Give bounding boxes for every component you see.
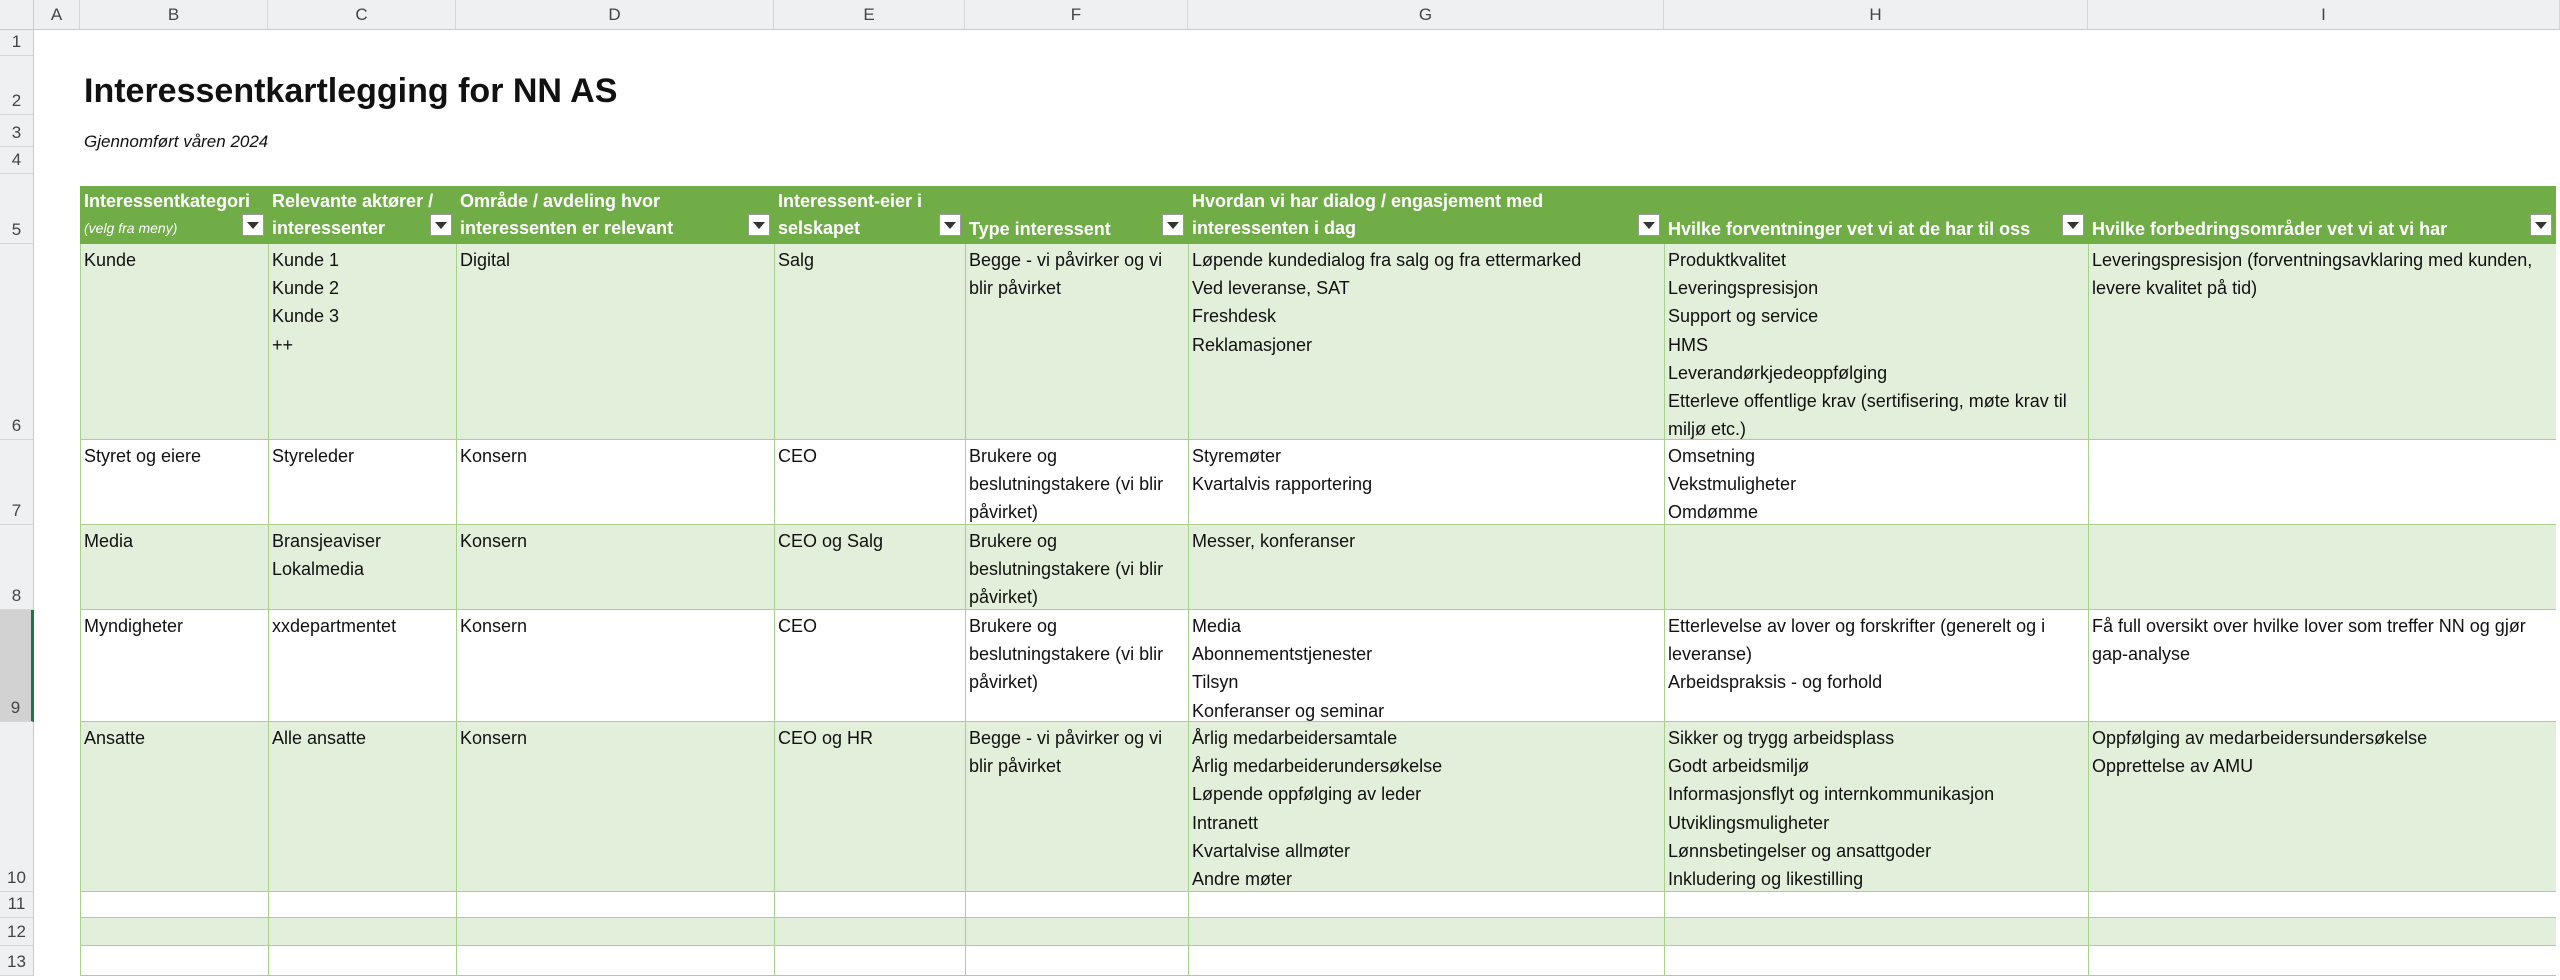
table-cell-f[interactable] bbox=[965, 440, 1188, 527]
table-cell-h[interactable] bbox=[1664, 610, 2088, 697]
sheet-title: Interessentkartlegging for NN AS bbox=[84, 72, 618, 110]
cell-line: Løpende kundedialog fra salg og fra ettermarked bbox=[1192, 250, 1582, 270]
cell-line: Leveringspresisjon bbox=[1668, 278, 1819, 299]
cell-text: Begge - vi påvirker og vi blir påvirket bbox=[969, 250, 1163, 299]
cell-line: Kunde 2 bbox=[272, 278, 340, 299]
cell-text: Konsern bbox=[460, 728, 528, 748]
cell-line: Leverandørkjedeoppfølging bbox=[1668, 362, 1888, 383]
cell-line: Etterlevelse av lover og forskrifter (generelt og i leveranse) bbox=[1668, 616, 2046, 665]
row-header-7[interactable]: 7 bbox=[0, 440, 34, 525]
cell-text: Brukere og beslutningstakere (vi blir påvirket) bbox=[969, 616, 1164, 693]
cell-line: Ved leveranse, SAT bbox=[1192, 278, 1350, 299]
sheet-subtitle: Gjennomført våren 2024 bbox=[84, 132, 269, 151]
filter-dropdown-icon[interactable] bbox=[939, 214, 961, 236]
table-cell-c[interactable] bbox=[268, 244, 456, 359]
column-header-f[interactable]: F bbox=[965, 0, 1188, 30]
row-header-13[interactable]: 13 bbox=[0, 946, 34, 976]
header-dialog: Hvordan vi har dialog / engasjement med interessenten i dag bbox=[1192, 191, 1544, 238]
table-cell-e[interactable] bbox=[774, 525, 965, 555]
filter-dropdown-icon[interactable] bbox=[748, 214, 770, 236]
cell-line: Freshdesk bbox=[1192, 306, 1277, 327]
header-interessentkategori: Interessentkategori (velg fra meny) bbox=[80, 186, 270, 244]
table-cell-d[interactable] bbox=[456, 525, 774, 555]
row-header-6[interactable]: 6 bbox=[0, 244, 34, 440]
column-header-g[interactable]: G bbox=[1188, 0, 1664, 30]
row-header-11[interactable]: 11 bbox=[0, 892, 34, 918]
cell-text: Konsern bbox=[460, 616, 528, 636]
cell-line: Styremøter bbox=[1192, 446, 1282, 466]
header-forbedringsomrader: Hvilke forbedringsområder vet vi at vi har bbox=[2092, 219, 2448, 239]
cell-text: Media bbox=[84, 531, 134, 551]
cell-line: xxdepartmentet bbox=[272, 616, 397, 636]
cell-text: Kunde bbox=[84, 250, 137, 270]
row-header-8[interactable]: 8 bbox=[0, 525, 34, 610]
row-header-3[interactable]: 3 bbox=[0, 115, 34, 147]
cell-line: Løpende oppfølging av leder bbox=[1192, 784, 1422, 805]
table-cell-b[interactable] bbox=[80, 610, 268, 640]
table-cell-e[interactable] bbox=[774, 722, 965, 752]
cell-text: CEO og HR bbox=[778, 728, 874, 748]
cell-line: Kunde 1 bbox=[272, 250, 340, 270]
cell-text: CEO bbox=[778, 446, 818, 466]
table-cell-d[interactable] bbox=[456, 244, 774, 274]
header-eier: Interessent-eier i selskapet bbox=[778, 191, 923, 238]
cell-line: Abonnementstjenester bbox=[1192, 644, 1373, 665]
cell-line: Årlig medarbeidersamtale bbox=[1192, 728, 1398, 748]
table-cell-c[interactable] bbox=[268, 722, 456, 752]
table-cell-c[interactable] bbox=[268, 440, 456, 470]
cell-line: Support og service bbox=[1668, 306, 1819, 327]
table-cell-d[interactable] bbox=[456, 610, 774, 640]
cell-line: Kvartalvis rapportering bbox=[1192, 474, 1373, 495]
table-cell-d[interactable] bbox=[456, 440, 774, 470]
table-cell-f[interactable] bbox=[965, 722, 1188, 780]
table-cell-b[interactable] bbox=[80, 722, 268, 752]
row-header-5[interactable]: 5 bbox=[0, 174, 34, 244]
table-cell-f[interactable] bbox=[965, 610, 1188, 697]
cell-text: CEO og Salg bbox=[778, 531, 884, 551]
table-cell-i[interactable] bbox=[2088, 244, 2560, 302]
table-cell-f[interactable] bbox=[965, 244, 1188, 302]
header-type: Type interessent bbox=[969, 219, 1111, 239]
cell-line: HMS bbox=[1668, 334, 1708, 355]
table-cell-i[interactable] bbox=[2088, 610, 2560, 668]
header-hint: (velg fra meny) bbox=[84, 220, 178, 236]
column-header-c[interactable]: C bbox=[268, 0, 456, 30]
cell-text: Konsern bbox=[460, 446, 528, 466]
column-header-b[interactable]: B bbox=[80, 0, 268, 30]
table-cell-g[interactable] bbox=[1188, 440, 1664, 498]
cell-text: CEO bbox=[778, 616, 818, 636]
cell-line: Kvartalvise allmøter bbox=[1192, 840, 1351, 861]
cell-line: ++ bbox=[272, 334, 294, 355]
table-cell-c[interactable] bbox=[268, 525, 456, 583]
cell-text: Brukere og beslutningstakere (vi blir påvirket) bbox=[969, 446, 1164, 523]
cell-text: Styret og eiere bbox=[84, 446, 202, 466]
filter-dropdown-icon[interactable] bbox=[430, 214, 452, 236]
header-aktorer: Relevante aktører / interessenter bbox=[272, 191, 434, 238]
row-header-2[interactable]: 2 bbox=[0, 56, 34, 115]
cell-line: Reklamasjoner bbox=[1192, 334, 1313, 355]
table-cell-i[interactable] bbox=[2088, 525, 2560, 527]
cell-line: Etterleve offentlige krav (sertifisering, møte krav til miljø etc.) bbox=[1668, 391, 2067, 440]
cell-text: Digital bbox=[460, 250, 511, 270]
table-cell-i[interactable] bbox=[2088, 440, 2560, 442]
column-header-d[interactable]: D bbox=[456, 0, 774, 30]
cell-line: Arbeidspraksis - og forhold bbox=[1668, 672, 1883, 693]
row-header-10[interactable]: 10 bbox=[0, 722, 34, 892]
cell-line: Omsetning bbox=[1668, 446, 1756, 466]
row-header-4[interactable]: 4 bbox=[0, 147, 34, 174]
cell-line: Få full oversikt over hvilke lover som treffer NN og gjør gap-analyse bbox=[2092, 616, 2526, 665]
table-cell-e[interactable] bbox=[774, 610, 965, 640]
table-cell-g[interactable] bbox=[1188, 610, 1664, 725]
table-cell-e[interactable] bbox=[774, 244, 965, 274]
cell-line: Kunde 3 bbox=[272, 306, 340, 327]
cell-line: Alle ansatte bbox=[272, 728, 367, 748]
table-cell-e[interactable] bbox=[774, 440, 965, 470]
column-header-h[interactable]: H bbox=[1664, 0, 2088, 30]
cell-line: Omdømme bbox=[1668, 502, 1758, 523]
select-all-corner[interactable] bbox=[0, 0, 34, 30]
table-cell-h[interactable] bbox=[1664, 440, 2088, 527]
cell-line: Inkludering og likestilling bbox=[1668, 869, 1864, 890]
cell-text: Begge - vi påvirker og vi blir påvirket bbox=[969, 728, 1163, 777]
cell-line: Oppfølging av medarbeidersundersøkelse bbox=[2092, 728, 2428, 748]
cell-line: Årlig medarbeiderundersøkelse bbox=[1192, 756, 1443, 777]
table-cell-b[interactable] bbox=[80, 525, 268, 555]
table-row-band bbox=[80, 892, 2556, 918]
filter-dropdown-icon[interactable] bbox=[2062, 214, 2084, 236]
cell-text: Konsern bbox=[460, 531, 528, 551]
column-header-i[interactable]: I bbox=[2088, 0, 2560, 30]
cell-line: Leveringspresisjon (forventningsavklaring med kunden, levere kvalitet på tid) bbox=[2092, 250, 2533, 299]
cell-line: Sikker og trygg arbeidsplass bbox=[1668, 728, 1895, 748]
cell-line: Produktkvalitet bbox=[1668, 250, 1787, 270]
table-cell-d[interactable] bbox=[456, 722, 774, 752]
table-cell-f[interactable] bbox=[965, 525, 1188, 612]
cell-line: Intranett bbox=[1192, 812, 1259, 833]
cell-line: Bransjeaviser bbox=[272, 531, 382, 551]
table-cell-h[interactable] bbox=[1664, 525, 2088, 527]
header-omrade: Område / avdeling hvor interessenten er relevant bbox=[460, 191, 674, 238]
row-header-12[interactable]: 12 bbox=[0, 918, 34, 946]
cell-line: Vekstmuligheter bbox=[1668, 474, 1797, 495]
cell-line: Media bbox=[1192, 616, 1242, 636]
table-cell-h[interactable] bbox=[1664, 244, 2088, 443]
table-cell-b[interactable] bbox=[80, 440, 268, 470]
cell-line: Informasjonsflyt og internkommunikasjon bbox=[1668, 784, 1995, 805]
filter-dropdown-icon[interactable] bbox=[2530, 214, 2552, 236]
cell-text: Brukere og beslutningstakere (vi blir påvirket) bbox=[969, 531, 1164, 608]
filter-dropdown-icon[interactable] bbox=[1638, 214, 1660, 236]
cell-line: Godt arbeidsmiljø bbox=[1668, 756, 1810, 777]
cell-text: Myndigheter bbox=[84, 616, 184, 636]
cell-line: Lokalmedia bbox=[272, 559, 365, 580]
table-row-band bbox=[80, 918, 2556, 946]
cell-line: Styreleder bbox=[272, 446, 355, 466]
table-cell-c[interactable] bbox=[268, 610, 456, 640]
cell-line: Tilsyn bbox=[1192, 672, 1239, 693]
cell-line: Utviklingsmuligheter bbox=[1668, 812, 1830, 833]
cell-line: Lønnsbetingelser og ansattgoder bbox=[1668, 840, 1932, 861]
table-cell-b[interactable] bbox=[80, 244, 268, 274]
cell-text: Salg bbox=[778, 250, 815, 270]
cell-line: Messer, konferanser bbox=[1192, 531, 1356, 551]
table-row-band bbox=[80, 946, 2556, 976]
row-header-1[interactable]: 1 bbox=[0, 30, 34, 56]
filter-dropdown-icon[interactable] bbox=[242, 214, 264, 236]
header-forventninger: Hvilke forventninger vet vi at de har til oss bbox=[1668, 219, 2031, 239]
cell-line: Andre møter bbox=[1192, 869, 1293, 890]
table-cell-g[interactable] bbox=[1188, 722, 1664, 893]
table-cell-g[interactable] bbox=[1188, 244, 1664, 359]
cell-line: Konferanser og seminar bbox=[1192, 700, 1385, 721]
column-header-a[interactable]: A bbox=[34, 0, 80, 30]
row-header-9[interactable]: 9 bbox=[0, 610, 34, 722]
table-cell-i[interactable] bbox=[2088, 722, 2560, 780]
column-header-e[interactable]: E bbox=[774, 0, 965, 30]
table-cell-g[interactable] bbox=[1188, 525, 1664, 555]
filter-dropdown-icon[interactable] bbox=[1162, 214, 1184, 236]
cell-text: Ansatte bbox=[84, 728, 146, 748]
cell-line: Opprettelse av AMU bbox=[2092, 756, 2254, 777]
table-cell-h[interactable] bbox=[1664, 722, 2088, 893]
